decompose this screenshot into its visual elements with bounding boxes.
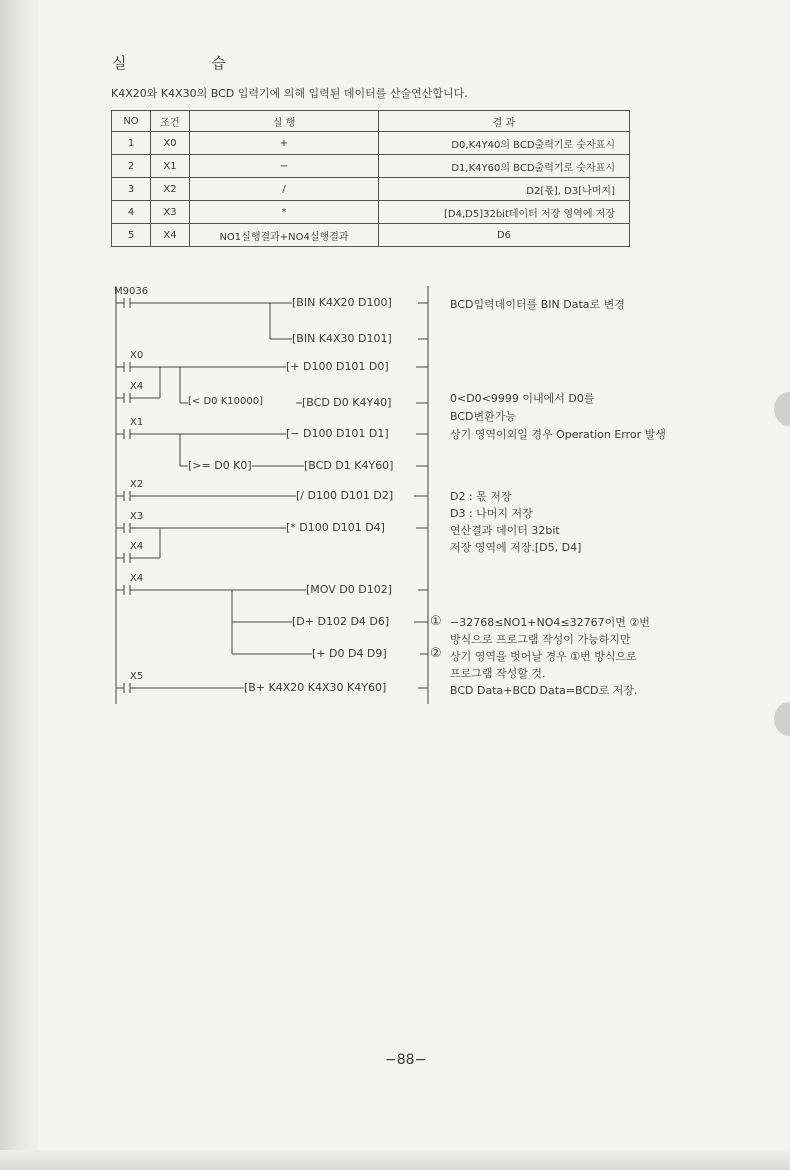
ladder-instruction: [+ D100 D101 D0] <box>286 360 389 373</box>
cell-no: 2 <box>112 155 151 178</box>
note-line: BCD Data+BCD Data=BCD로 저장. <box>450 684 638 697</box>
note-line: 상기 영역이외일 경우 Operation Error 발생 <box>450 428 666 441</box>
ladder-instruction: [* D100 D101 D4] <box>286 521 385 534</box>
ladder-instruction: [+ D0 D4 D9] <box>312 647 387 660</box>
page-subtitle: K4X20와 K4X30의 BCD 입력기에 의해 입력된 데이터를 산술연산합니다. <box>111 87 468 100</box>
col-execute-header: 실 행 <box>190 111 379 132</box>
cell-result: D6 <box>379 224 630 247</box>
col-condition-header: 조건 <box>151 111 190 132</box>
note-line: 연산결과 데이터 32bit <box>450 524 560 537</box>
cell-execute: / <box>190 178 379 201</box>
cell-no: 4 <box>112 201 151 224</box>
contact-label: X2 <box>130 479 144 490</box>
contact-label: M9036 <box>114 286 149 297</box>
note-line: 0<D0<9999 이내에서 D0를 <box>450 392 595 405</box>
contact-label: X4 <box>130 381 144 392</box>
note-line: BCD변환가능 <box>450 410 517 423</box>
contact-label: X0 <box>130 350 144 361</box>
note-line: 저장 영역에 저장.[D5, D4] <box>450 541 582 554</box>
cell-result: D1,K4Y60의 BCD출력기로 숫자표시 <box>379 155 630 178</box>
marker-1: ① <box>430 614 442 629</box>
cell-result: D2[몫], D3[나머지] <box>379 178 630 201</box>
col-result-header: 결 과 <box>379 111 630 132</box>
note-line: 상기 영역을 벗어날 경우 ①번 방식으로 <box>450 650 637 663</box>
contact-label: X4 <box>130 541 144 552</box>
cell-execute: + <box>190 132 379 155</box>
marker-2: ② <box>430 646 442 661</box>
ladder-instruction: [BCD D1 K4Y60] <box>304 459 394 472</box>
cell-condition: X4 <box>151 224 190 247</box>
contact-label: X5 <box>130 671 144 682</box>
contact-label: X3 <box>130 511 144 522</box>
ladder-instruction: [< D0 K10000] <box>188 396 263 407</box>
col-no-header: NO <box>112 111 151 132</box>
cell-result: D0,K4Y40의 BCD출력기로 숫자표시 <box>379 132 630 155</box>
cell-condition: X0 <box>151 132 190 155</box>
ladder-instruction: [− D100 D101 D1] <box>286 427 389 440</box>
contact-label: X1 <box>130 417 144 428</box>
cell-execute: * <box>190 201 379 224</box>
note-line: 방식으로 프로그램 작성이 가능하지만 <box>450 633 631 646</box>
contact-label: X4 <box>130 573 144 584</box>
note-line: BCD입력데이터를 BIN Data로 변경 <box>450 298 625 311</box>
ladder-instruction: [D+ D102 D4 D6] <box>292 615 390 628</box>
cell-condition: X1 <box>151 155 190 178</box>
cell-execute: NO1실행결과+NO4실행결과 <box>190 224 379 247</box>
cell-condition: X3 <box>151 201 190 224</box>
cell-execute: − <box>190 155 379 178</box>
note-line: 프로그램 작성할 것. <box>450 667 546 680</box>
cell-no: 3 <box>112 178 151 201</box>
cell-condition: X2 <box>151 178 190 201</box>
ladder-instruction: [/ D100 D101 D2] <box>296 489 394 502</box>
cell-result: [D4,D5]32bit데이터 저장 영역에 저장 <box>379 201 630 224</box>
note-line: D3 : 나머지 저장 <box>450 507 533 520</box>
ladder-instruction: [BIN K4X20 D100] <box>292 296 392 309</box>
ladder-instruction: [>= D0 K0] <box>188 459 252 472</box>
page-title: 실 습 <box>112 54 266 72</box>
ladder-instruction: [MOV D0 D102] <box>306 583 392 596</box>
page-number: −88− <box>385 1052 427 1068</box>
cell-no: 1 <box>112 132 151 155</box>
note-line: −32768≤NO1+NO4≤32767이면 ②번 <box>450 616 650 629</box>
ladder-instruction: [B+ K4X20 K4X30 K4Y60] <box>244 681 387 694</box>
note-line: D2 : 몫 저장 <box>450 490 512 503</box>
ladder-instruction: [BCD D0 K4Y40] <box>302 396 392 409</box>
ladder-instruction: [BIN K4X30 D101] <box>292 332 392 345</box>
cell-no: 5 <box>112 224 151 247</box>
